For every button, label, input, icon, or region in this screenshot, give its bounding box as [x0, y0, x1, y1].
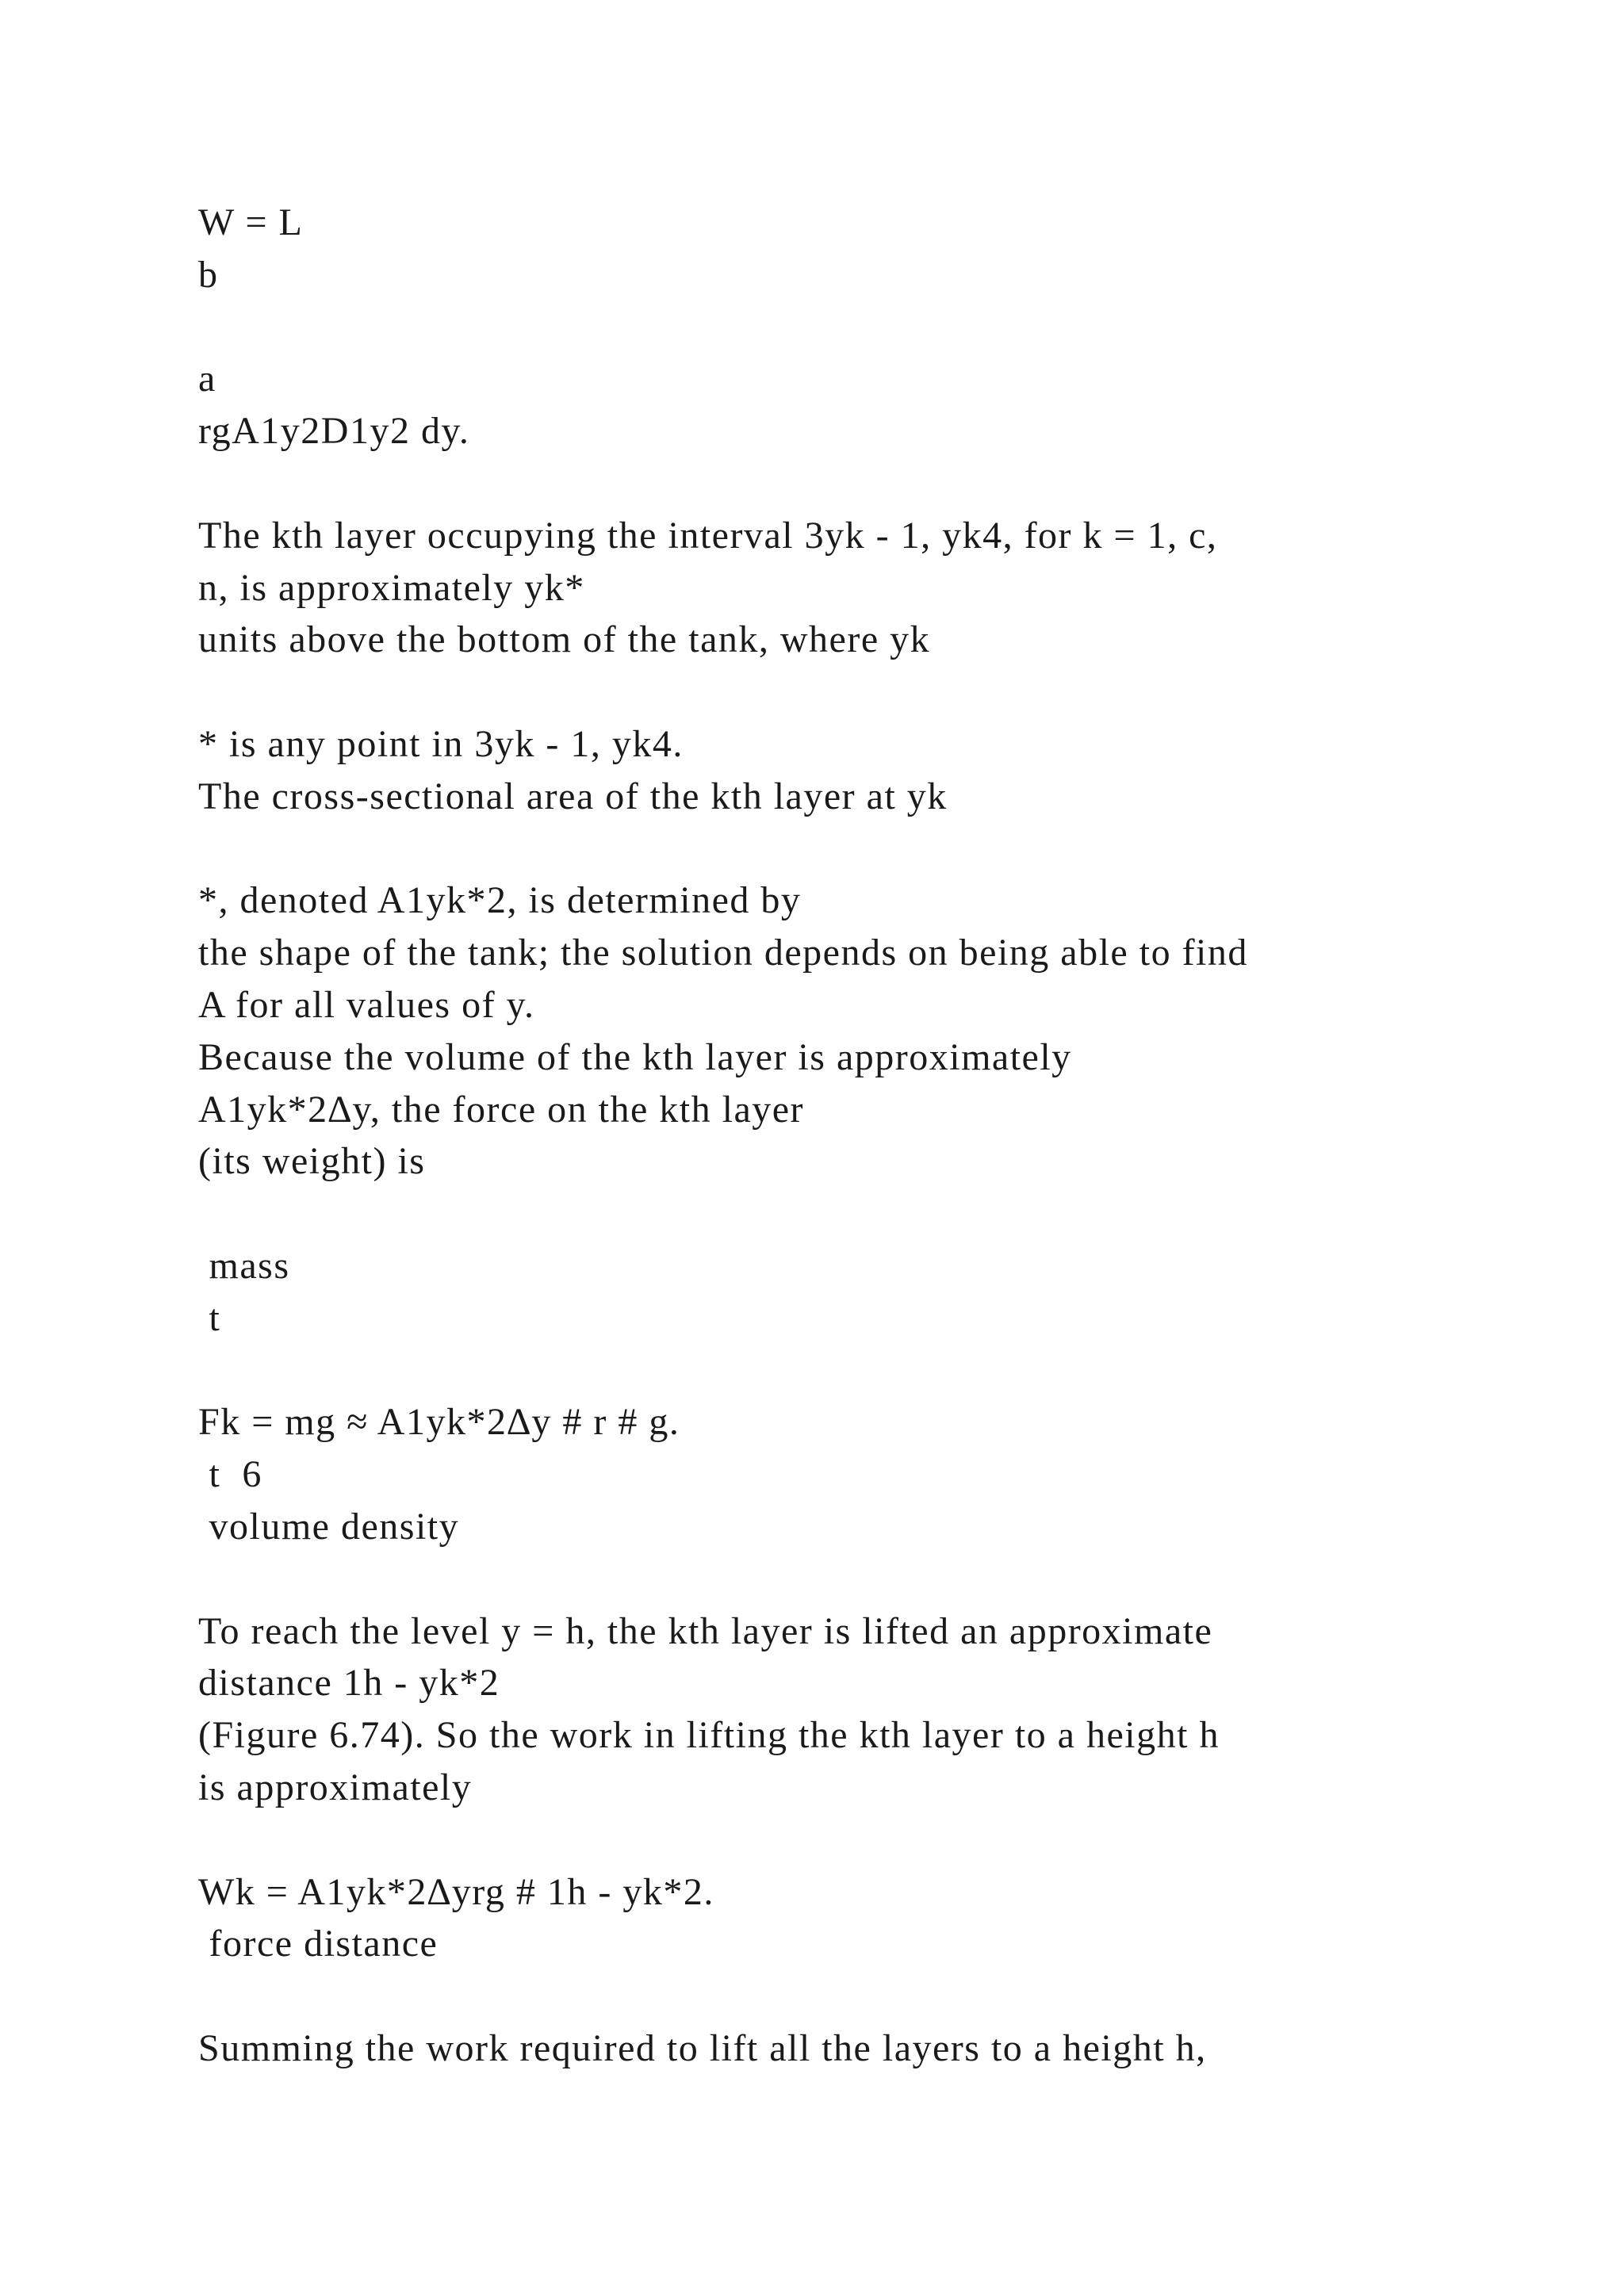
- text-line: n, is approximately yk*: [198, 566, 585, 609]
- text-line: Wk = A1yk*2∆yrg # 1h - yk*2.: [198, 1870, 714, 1913]
- text-line: is approximately: [198, 1766, 473, 1808]
- text-line: W = L: [198, 201, 304, 243]
- text-line: [198, 301, 1507, 354]
- text-line: mass: [198, 1244, 290, 1287]
- text-line: b: [198, 253, 219, 296]
- text-line: [198, 666, 1507, 718]
- text-line: Summing the work required to lift all the layers to a height h,: [198, 2026, 1207, 2069]
- text-line: [198, 1345, 1507, 1397]
- text-line: (its weight) is: [198, 1140, 426, 1183]
- text-line: [198, 823, 1507, 875]
- text-line: rgA1y2D1y2 dy.: [198, 410, 470, 453]
- text-line: force distance: [198, 1923, 439, 1965]
- text-line: The cross-sectional area of the kth layer at yk: [198, 775, 948, 817]
- text-line: Because the volume of the kth layer is approximately: [198, 1035, 1072, 1078]
- text-line: To reach the level y = h, the kth layer is lifted an approximate: [198, 1609, 1213, 1652]
- text-line: [198, 1814, 1507, 1866]
- text-line: t: [198, 1296, 221, 1339]
- text-line: [198, 1553, 1507, 1605]
- text-line: [198, 1188, 1507, 1240]
- text-line: units above the bottom of the tank, where yk: [198, 618, 931, 661]
- text-line: a: [198, 358, 216, 400]
- text-line: t 6: [198, 1453, 262, 1496]
- text-line: (Figure 6.74). So the work in lifting the kth layer to a height h: [198, 1714, 1220, 1757]
- text-line: A for all values of y.: [198, 983, 535, 1026]
- text-line: volume density: [198, 1505, 460, 1548]
- text-line: Fk = mg ≈ A1yk*2∆y # r # g.: [198, 1401, 680, 1444]
- text-line: * is any point in 3yk - 1, yk4.: [198, 722, 684, 765]
- text-line: A1yk*2∆y, the force on the kth layer: [198, 1088, 805, 1131]
- text-line: the shape of the tank; the solution depends on being able to find: [198, 932, 1248, 974]
- text-line: [198, 1970, 1507, 2022]
- text-line: [198, 457, 1507, 510]
- body-text: [198, 197, 1507, 2075]
- text-line: *, denoted A1yk*2, is determined by: [198, 879, 802, 922]
- text-line: distance 1h - yk*2: [198, 1662, 500, 1705]
- text-line: The kth layer occupying the interval 3yk - 1, yk4, for k = 1, c,: [198, 514, 1218, 557]
